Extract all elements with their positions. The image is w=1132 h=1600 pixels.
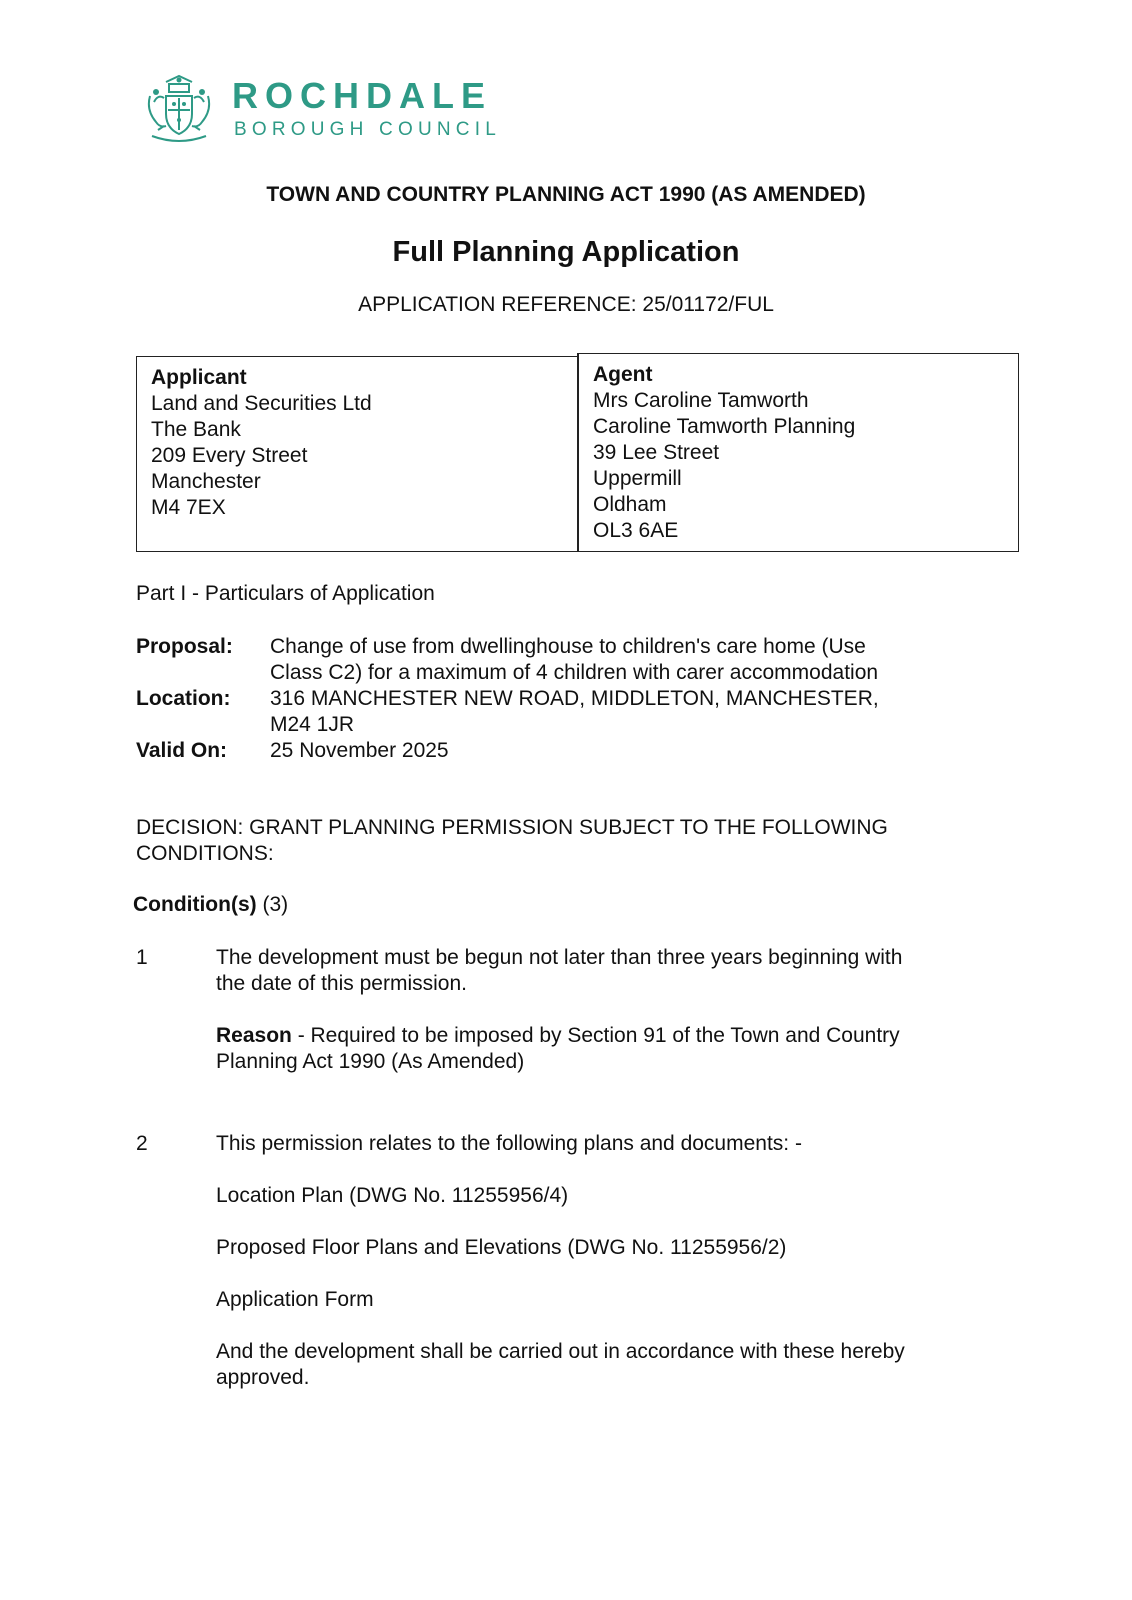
agent-line: Caroline Tamworth Planning xyxy=(593,415,856,438)
condition-line: the date of this permission. xyxy=(216,972,467,995)
condition-reason xyxy=(216,1023,966,1075)
particulars-section xyxy=(136,634,930,764)
page-title: Full Planning Application xyxy=(392,236,740,268)
proposal-value xyxy=(270,634,930,686)
valid-on-row xyxy=(136,738,930,764)
location-row xyxy=(136,686,930,738)
agent-line: 39 Lee Street xyxy=(593,441,720,464)
proposal-line: Change of use from dwellinghouse to children's care home (Use xyxy=(270,635,866,658)
decision-statement xyxy=(136,815,996,867)
condition-number: 2 xyxy=(136,1132,148,1155)
decision-line: CONDITIONS: xyxy=(136,842,274,865)
condition-text xyxy=(216,1131,966,1417)
condition-paragraph: Proposed Floor Plans and Elevations (DWG No. 11255956/2) xyxy=(216,1236,787,1259)
proposal-line: Class C2) for a maximum of 4 children with carer accommodation xyxy=(270,661,879,684)
agent-heading: Agent xyxy=(593,363,653,386)
council-name: ROCHDALE xyxy=(232,75,492,116)
conditions-heading xyxy=(133,893,288,917)
location-label: Location: xyxy=(136,687,231,710)
condition-paragraph: Application Form xyxy=(216,1288,374,1311)
application-reference: APPLICATION REFERENCE: 25/01172/FUL xyxy=(358,293,774,316)
condition-line: The development must be begun not later than three years beginning with xyxy=(216,946,903,969)
valid-on-label: Valid On: xyxy=(136,739,228,762)
location-line: M24 1JR xyxy=(270,713,355,736)
location-line: 316 MANCHESTER NEW ROAD, MIDDLETON, MANCHESTER, xyxy=(270,687,879,710)
council-crest-icon xyxy=(144,72,214,144)
applicant-line: M4 7EX xyxy=(151,496,226,519)
agent-line: Mrs Caroline Tamworth xyxy=(593,389,809,412)
conditions-count: (3) xyxy=(262,893,289,916)
applicant-line: Manchester xyxy=(151,470,261,493)
act-title: TOWN AND COUNTRY PLANNING ACT 1990 (AS AMENDED) xyxy=(266,183,866,206)
conditions-label: Condition(s) xyxy=(133,893,257,916)
valid-on-value: 25 November 2025 xyxy=(270,739,449,762)
reason-label: Reason xyxy=(216,1024,292,1047)
condition-line: And the development shall be carried out in accordance with these hereby xyxy=(216,1340,905,1363)
part1-heading: Part I - Particulars of Application xyxy=(136,582,435,605)
decision-line: DECISION: GRANT PLANNING PERMISSION SUBJECT TO THE FOLLOWING xyxy=(136,816,888,839)
council-subtitle: BOROUGH COUNCIL xyxy=(234,119,501,140)
condition-text xyxy=(216,945,966,1101)
condition-number: 1 xyxy=(136,946,148,969)
applicant-heading: Applicant xyxy=(151,366,247,389)
reason-line: Planning Act 1990 (As Amended) xyxy=(216,1050,525,1073)
proposal-label: Proposal: xyxy=(136,635,233,658)
agent-line: Oldham xyxy=(593,493,667,516)
condition-paragraph: Location Plan (DWG No. 11255956/4) xyxy=(216,1184,569,1207)
applicant-line: The Bank xyxy=(151,418,241,441)
condition-line: approved. xyxy=(216,1366,310,1389)
applicant-line: Land and Securities Ltd xyxy=(151,392,372,415)
agent-box xyxy=(577,353,1019,552)
agent-line: Uppermill xyxy=(593,467,682,490)
proposal-row xyxy=(136,634,930,686)
applicant-line: 209 Every Street xyxy=(151,444,308,467)
condition-paragraph: This permission relates to the following plans and documents: - xyxy=(216,1132,802,1155)
applicant-box xyxy=(136,356,578,552)
reason-line: - Required to be imposed by Section 91 of the Town and Country xyxy=(291,1024,900,1047)
agent-line: OL3 6AE xyxy=(593,519,679,542)
location-value xyxy=(270,686,930,738)
council-logo xyxy=(144,72,514,144)
